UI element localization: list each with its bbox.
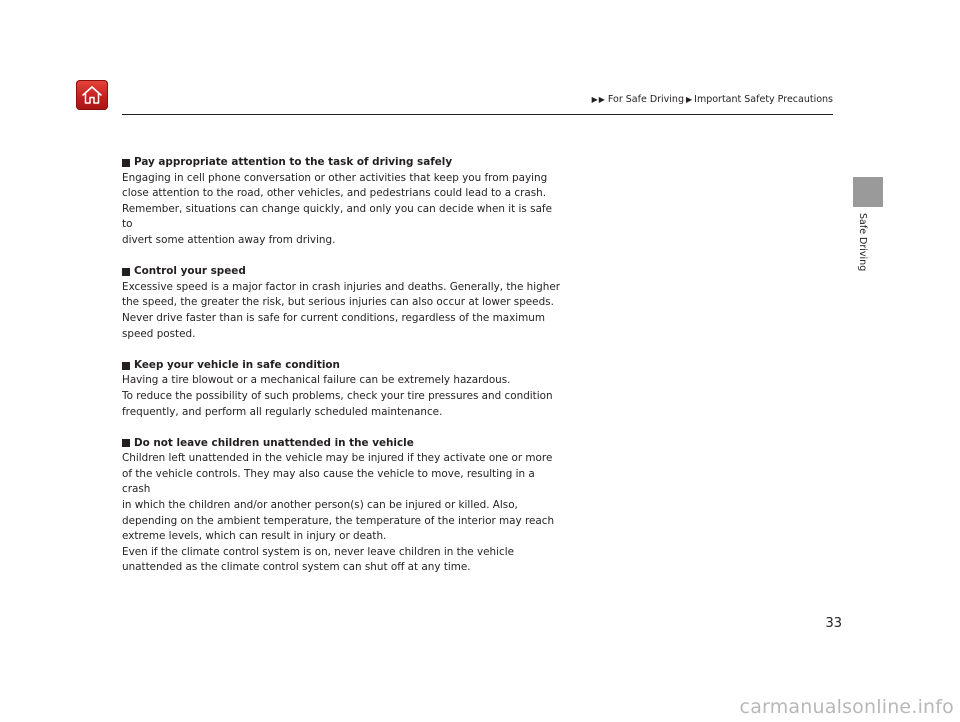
section-attention bbox=[122, 155, 562, 249]
section-body: Excessive speed is a major factor in crash injuries and deaths. Generally, the higher the speed, the greater the risk, but serious injuries can also occur at lower speeds. Never drive faster than is safe for current conditions, regardless of the maximum speed posted. bbox=[122, 280, 561, 340]
square-bullet-icon bbox=[122, 439, 130, 447]
section-speed bbox=[122, 264, 562, 342]
section-children bbox=[122, 436, 562, 576]
home-icon bbox=[81, 85, 103, 105]
section-title-text: Control your speed bbox=[134, 265, 246, 278]
breadcrumb-arrows-icon: ▶▶ bbox=[591, 95, 605, 104]
square-bullet-icon bbox=[122, 159, 130, 167]
section-body: Children left unattended in the vehicle may be injured if they activate one or more of the vehicle controls. They may also cause the vehicle to move, resulting in a crash in which the children and/or another person(s) can be injured or killed. Also, depending on the ambient temperature, the temperature of the interior may reach extreme levels, which can result in injury or death. Even if the climate control system is on, never leave children in the vehicle unattended as the climate control system can shut off at any time. bbox=[122, 452, 555, 574]
side-tab-label: Safe Driving bbox=[857, 213, 868, 272]
main-content bbox=[122, 155, 562, 592]
side-tab-marker[interactable] bbox=[853, 177, 883, 207]
breadcrumb-arrow-icon: ▶ bbox=[686, 95, 693, 104]
square-bullet-icon bbox=[122, 268, 130, 276]
section-title bbox=[122, 264, 562, 280]
section-vehicle-condition bbox=[122, 358, 562, 420]
home-button[interactable] bbox=[76, 80, 108, 110]
section-title-text: Keep your vehicle in safe condition bbox=[134, 358, 340, 371]
page-number: 33 bbox=[825, 616, 842, 631]
header-divider bbox=[122, 114, 833, 115]
watermark: carmanualsonline.info bbox=[739, 696, 954, 718]
section-title bbox=[122, 358, 562, 374]
breadcrumb bbox=[592, 94, 833, 105]
section-title-text: Pay appropriate attention to the task of driving safely bbox=[134, 156, 453, 168]
section-body: Having a tire blowout or a mechanical failure can be extremely hazardous. To reduce the possibility of such problems, check your tire pressures and condition frequently, and perform all regularly scheduled maintenance. bbox=[122, 374, 553, 418]
breadcrumb-item-for-safe-driving[interactable]: For Safe Driving bbox=[607, 94, 684, 105]
breadcrumb-item-important-safety-precautions[interactable]: Important Safety Precautions bbox=[694, 94, 833, 105]
section-body: Engaging in cell phone conversation or other activities that keep you from paying close attention to the road, other vehicles, and pedestrians could lead to a crash. Remember, situations can change quickly, and only you can decide when it is safe to divert some attention away from driving. bbox=[122, 171, 552, 246]
section-title bbox=[122, 155, 562, 171]
square-bullet-icon bbox=[122, 362, 130, 370]
section-title-text: Do not leave children unattended in the vehicle bbox=[134, 436, 414, 449]
section-title bbox=[122, 436, 562, 452]
